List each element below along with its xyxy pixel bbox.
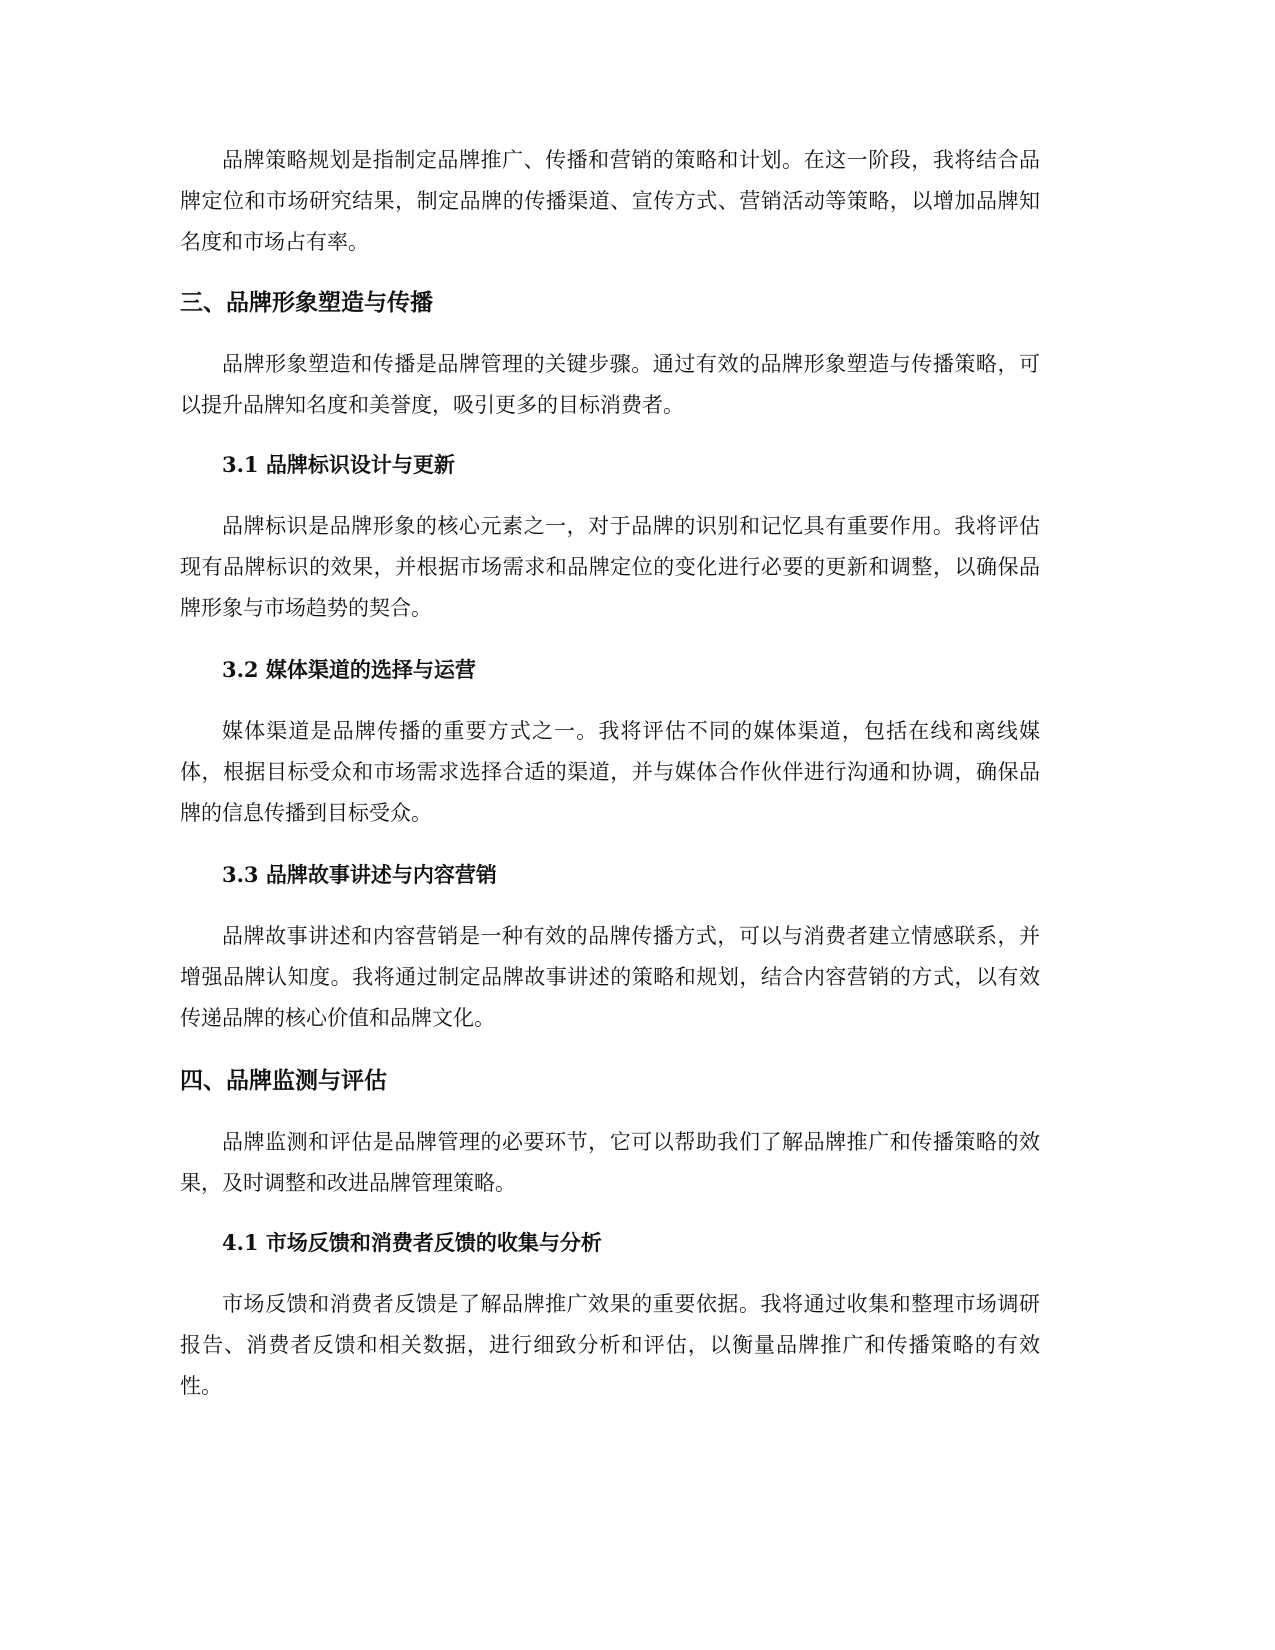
section-heading-3: 三、品牌形象塑造与传播 bbox=[180, 290, 433, 316]
subsection-heading-3-3: 3.3 品牌故事讲述与内容营销 bbox=[222, 862, 497, 887]
paragraph-brand-monitoring: 品牌监测和评估是品牌管理的必要环节，它可以帮助我们了解品牌推广和传播策略的效果，及时调整和改进品牌管理策略。 bbox=[180, 1130, 1040, 1195]
paragraph-media-channels: 媒体渠道是品牌传播的重要方式之一。我将评估不同的媒体渠道，包括在线和离线媒体，根据目标受众和市场需求选择合适的渠道，并与媒体合作伙伴进行沟通和协调，确保品牌的信息传播到目标受众。 bbox=[180, 719, 1040, 825]
paragraph-feedback-analysis: 市场反馈和消费者反馈是了解品牌推广效果的重要依据。我将通过收集和整理市场调研报告、消费者反馈和相关数据，进行细致分析和评估，以衡量品牌推广和传播策略的有效性。 bbox=[180, 1292, 1040, 1398]
subsection-heading-3-1: 3.1 品牌标识设计与更新 bbox=[222, 452, 455, 477]
section-heading-4: 四、品牌监测与评估 bbox=[180, 1068, 387, 1094]
paragraph-brand-strategy-planning: 品牌策略规划是指制定品牌推广、传播和营销的策略和计划。在这一阶段，我将结合品牌定位和市场研究结果，制定品牌的传播渠道、宣传方式、营销活动等策略，以增加品牌知名度和市场占有率。 bbox=[180, 148, 1040, 254]
subsection-heading-3-2: 3.2 媒体渠道的选择与运营 bbox=[222, 657, 476, 682]
subsection-heading-4-1: 4.1 市场反馈和消费者反馈的收集与分析 bbox=[222, 1230, 602, 1255]
paragraph-brand-identity: 品牌标识是品牌形象的核心元素之一，对于品牌的识别和记忆具有重要作用。我将评估现有品牌标识的效果，并根据市场需求和品牌定位的变化进行必要的更新和调整，以确保品牌形象与市场趋势的契合。 bbox=[180, 514, 1040, 620]
paragraph-brand-storytelling: 品牌故事讲述和内容营销是一种有效的品牌传播方式，可以与消费者建立情感联系，并增强品牌认知度。我将通过制定品牌故事讲述的策略和规划，结合内容营销的方式，以有效传递品牌的核心价值和品牌文化。 bbox=[180, 924, 1040, 1030]
paragraph-brand-image-intro: 品牌形象塑造和传播是品牌管理的关键步骤。通过有效的品牌形象塑造与传播策略，可以提升品牌知名度和美誉度，吸引更多的目标消费者。 bbox=[180, 352, 1040, 417]
